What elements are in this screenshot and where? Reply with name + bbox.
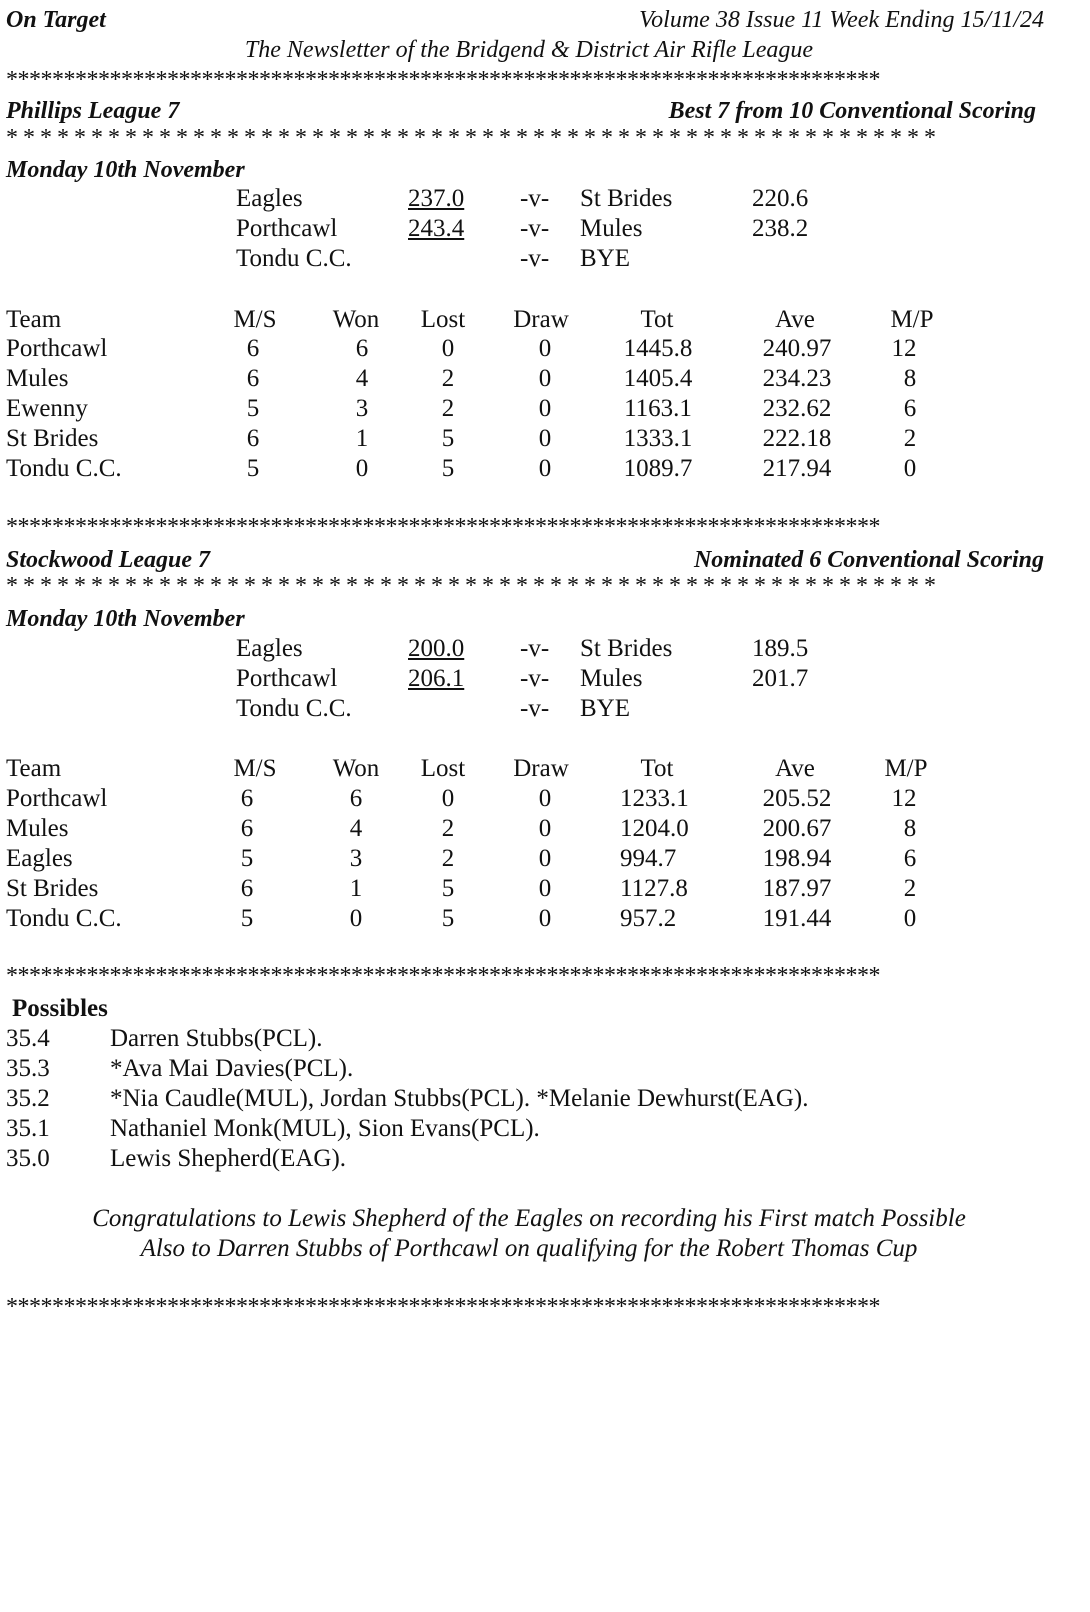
drawn: 0 bbox=[538, 335, 552, 362]
possible-score: 35.3 bbox=[6, 1055, 50, 1082]
list-item bbox=[0, 1054, 1090, 1084]
away-team: Mules bbox=[580, 665, 643, 692]
average: 198.94 bbox=[762, 845, 832, 872]
team-name: Porthcawl bbox=[6, 335, 108, 362]
home-score: 206.1 bbox=[408, 665, 465, 692]
separator-light: * * * * * * * * * * * * * * * * * * * * * * * * * * * * * * * * * * * * * * * * * * * * * * * * * * * * * * * bbox=[6, 126, 936, 150]
won: 0 bbox=[355, 455, 369, 482]
drawn: 0 bbox=[538, 455, 552, 482]
home-team: Porthcawl bbox=[236, 665, 338, 692]
column-header: Team bbox=[6, 755, 62, 782]
table-row bbox=[0, 424, 1090, 454]
possible-names: *Ava Mai Davies(PCL). bbox=[110, 1055, 354, 1082]
fixture-row bbox=[0, 244, 1090, 274]
possible-names: Darren Stubbs(PCL). bbox=[110, 1025, 323, 1052]
team-name: Mules bbox=[6, 815, 69, 842]
home-score: 237.0 bbox=[408, 185, 465, 212]
lost: 2 bbox=[441, 815, 455, 842]
lost: 2 bbox=[441, 365, 455, 392]
average: 234.23 bbox=[762, 365, 832, 392]
won: 4 bbox=[355, 365, 369, 392]
away-team: BYE bbox=[580, 695, 630, 722]
won: 3 bbox=[349, 845, 363, 872]
fixture-row bbox=[0, 694, 1090, 724]
lost: 0 bbox=[441, 335, 455, 362]
lost: 2 bbox=[441, 395, 455, 422]
table-row bbox=[0, 454, 1090, 484]
total: 1204.0 bbox=[620, 815, 689, 842]
list-item bbox=[0, 1084, 1090, 1114]
match-points: 12 bbox=[891, 335, 917, 362]
matches-shot: 6 bbox=[240, 785, 254, 812]
team-name: Tondu C.C. bbox=[6, 455, 122, 482]
away-team: BYE bbox=[580, 245, 630, 272]
won: 3 bbox=[355, 395, 369, 422]
versus: -v- bbox=[520, 665, 550, 692]
list-item bbox=[0, 1114, 1090, 1144]
home-score: 243.4 bbox=[408, 215, 465, 242]
column-header: Lost bbox=[420, 755, 466, 782]
away-score: 201.7 bbox=[752, 665, 809, 692]
drawn: 0 bbox=[538, 815, 552, 842]
matches-shot: 6 bbox=[246, 365, 260, 392]
column-header: Tot bbox=[640, 306, 674, 333]
drawn: 0 bbox=[538, 785, 552, 812]
average: 232.62 bbox=[762, 395, 832, 422]
matches-shot: 5 bbox=[246, 455, 260, 482]
column-header: Tot bbox=[640, 755, 674, 782]
away-score: 189.5 bbox=[752, 635, 809, 662]
list-item bbox=[0, 1024, 1090, 1054]
average: 205.52 bbox=[762, 785, 832, 812]
league-format: Nominated 6 Conventional Scoring bbox=[693, 547, 1044, 573]
congrats-line: Also to Darren Stubbs of Porthcawl on qualifying for the Robert Thomas Cup bbox=[140, 1235, 918, 1262]
column-header: M/S bbox=[233, 306, 277, 333]
column-header: Draw bbox=[513, 755, 569, 782]
won: 6 bbox=[349, 785, 363, 812]
total: 1163.1 bbox=[624, 395, 692, 422]
drawn: 0 bbox=[538, 395, 552, 422]
possible-score: 35.4 bbox=[6, 1025, 50, 1052]
possible-score: 35.2 bbox=[6, 1085, 50, 1112]
column-header: Won bbox=[332, 755, 380, 782]
won: 1 bbox=[355, 425, 369, 452]
possible-names: Nathaniel Monk(MUL), Sion Evans(PCL). bbox=[110, 1115, 540, 1142]
team-name: St Brides bbox=[6, 425, 99, 452]
matches-shot: 6 bbox=[246, 335, 260, 362]
drawn: 0 bbox=[538, 875, 552, 902]
possibles-heading: Possibles bbox=[12, 995, 108, 1022]
column-header: M/S bbox=[233, 755, 277, 782]
table-row bbox=[0, 334, 1090, 364]
possible-names: Lewis Shepherd(EAG). bbox=[110, 1145, 347, 1172]
match-points: 0 bbox=[903, 905, 917, 932]
table-row bbox=[0, 814, 1090, 844]
home-team: Eagles bbox=[236, 635, 303, 662]
possible-names: *Nia Caudle(MUL), Jordan Stubbs(PCL). *Melanie Dewhurst(EAG). bbox=[110, 1085, 809, 1112]
column-header: M/P bbox=[890, 306, 934, 333]
home-team: Porthcawl bbox=[236, 215, 338, 242]
team-name: St Brides bbox=[6, 875, 99, 902]
newsletter-title: On Target bbox=[6, 7, 106, 33]
match-points: 8 bbox=[903, 815, 917, 842]
table-row bbox=[0, 874, 1090, 904]
average: 240.97 bbox=[762, 335, 832, 362]
matches-shot: 6 bbox=[240, 815, 254, 842]
fixture-row bbox=[0, 664, 1090, 694]
table-row bbox=[0, 394, 1090, 424]
won: 1 bbox=[349, 875, 363, 902]
possible-score: 35.1 bbox=[6, 1115, 50, 1142]
column-header: Draw bbox=[513, 306, 569, 333]
away-score: 220.6 bbox=[752, 185, 809, 212]
lost: 2 bbox=[441, 845, 455, 872]
versus: -v- bbox=[520, 695, 550, 722]
separator-bold: **************************************************************************** bbox=[6, 515, 880, 539]
home-team: Eagles bbox=[236, 185, 303, 212]
match-points: 2 bbox=[903, 425, 917, 452]
total: 957.2 bbox=[620, 905, 677, 932]
drawn: 0 bbox=[538, 365, 552, 392]
total: 1333.1 bbox=[623, 425, 693, 452]
won: 4 bbox=[349, 815, 363, 842]
average: 200.67 bbox=[762, 815, 832, 842]
home-team: Tondu C.C. bbox=[236, 245, 352, 272]
fixture-row bbox=[0, 184, 1090, 214]
away-team: St Brides bbox=[580, 185, 673, 212]
away-team: St Brides bbox=[580, 635, 673, 662]
versus: -v- bbox=[520, 215, 550, 242]
matches-shot: 5 bbox=[246, 395, 260, 422]
won: 0 bbox=[349, 905, 363, 932]
home-score: 200.0 bbox=[408, 635, 465, 662]
away-score: 238.2 bbox=[752, 215, 809, 242]
fixture-row bbox=[0, 214, 1090, 244]
fixture-date: Monday 10th November bbox=[6, 157, 245, 183]
column-header: Lost bbox=[420, 306, 466, 333]
column-header: Ave bbox=[775, 306, 815, 333]
match-points: 8 bbox=[903, 365, 917, 392]
match-points: 6 bbox=[903, 395, 917, 422]
average: 217.94 bbox=[762, 455, 832, 482]
table-row bbox=[0, 364, 1090, 394]
total: 1233.1 bbox=[620, 785, 689, 812]
table-header bbox=[0, 305, 1090, 335]
won: 6 bbox=[355, 335, 369, 362]
average: 191.44 bbox=[762, 905, 832, 932]
league-name: Stockwood League 7 bbox=[6, 547, 210, 573]
drawn: 0 bbox=[538, 905, 552, 932]
lost: 5 bbox=[441, 425, 455, 452]
away-team: Mules bbox=[580, 215, 643, 242]
table-row bbox=[0, 784, 1090, 814]
congrats-line: Congratulations to Lewis Shepherd of the Eagles on recording his First match Possible bbox=[92, 1205, 966, 1232]
separator-light: * * * * * * * * * * * * * * * * * * * * * * * * * * * * * * * * * * * * * * * * * * * * * * * * * * * * * * * bbox=[6, 574, 936, 598]
possible-score: 35.0 bbox=[6, 1145, 50, 1172]
team-name: Ewenny bbox=[6, 395, 88, 422]
versus: -v- bbox=[520, 245, 550, 272]
matches-shot: 5 bbox=[240, 845, 254, 872]
matches-shot: 5 bbox=[240, 905, 254, 932]
total: 1445.8 bbox=[623, 335, 693, 362]
newsletter-subtitle: The Newsletter of the Bridgend & District Air Rifle League bbox=[244, 37, 814, 63]
list-item bbox=[0, 1144, 1090, 1174]
fixture-date: Monday 10th November bbox=[6, 606, 245, 632]
match-points: 0 bbox=[903, 455, 917, 482]
separator-bold: **************************************************************************** bbox=[6, 964, 880, 988]
column-header: Won bbox=[332, 306, 380, 333]
fixture-row bbox=[0, 634, 1090, 664]
separator-bold: **************************************************************************** bbox=[6, 68, 880, 92]
versus: -v- bbox=[520, 635, 550, 662]
lost: 5 bbox=[441, 455, 455, 482]
separator-bold: **************************************************************************** bbox=[6, 1295, 880, 1319]
drawn: 0 bbox=[538, 845, 552, 872]
lost: 5 bbox=[441, 905, 455, 932]
team-name: Eagles bbox=[6, 845, 73, 872]
league-name: Phillips League 7 bbox=[6, 98, 180, 124]
versus: -v- bbox=[520, 185, 550, 212]
table-row bbox=[0, 844, 1090, 874]
home-team: Tondu C.C. bbox=[236, 695, 352, 722]
issue-info: Volume 38 Issue 11 Week Ending 15/11/24 bbox=[639, 7, 1044, 33]
matches-shot: 6 bbox=[240, 875, 254, 902]
total: 1405.4 bbox=[623, 365, 693, 392]
team-name: Tondu C.C. bbox=[6, 905, 122, 932]
matches-shot: 6 bbox=[246, 425, 260, 452]
average: 222.18 bbox=[762, 425, 832, 452]
lost: 0 bbox=[441, 785, 455, 812]
total: 1089.7 bbox=[623, 455, 693, 482]
column-header: Team bbox=[6, 306, 62, 333]
total: 994.7 bbox=[620, 845, 677, 872]
league-format: Best 7 from 10 Conventional Scoring bbox=[668, 98, 1036, 124]
lost: 5 bbox=[441, 875, 455, 902]
match-points: 12 bbox=[891, 785, 917, 812]
team-name: Porthcawl bbox=[6, 785, 108, 812]
table-header bbox=[0, 754, 1090, 784]
table-row bbox=[0, 904, 1090, 934]
match-points: 2 bbox=[903, 875, 917, 902]
team-name: Mules bbox=[6, 365, 69, 392]
drawn: 0 bbox=[538, 425, 552, 452]
column-header: Ave bbox=[775, 755, 815, 782]
match-points: 6 bbox=[903, 845, 917, 872]
average: 187.97 bbox=[762, 875, 832, 902]
total: 1127.8 bbox=[620, 875, 688, 902]
column-header: M/P bbox=[884, 755, 928, 782]
